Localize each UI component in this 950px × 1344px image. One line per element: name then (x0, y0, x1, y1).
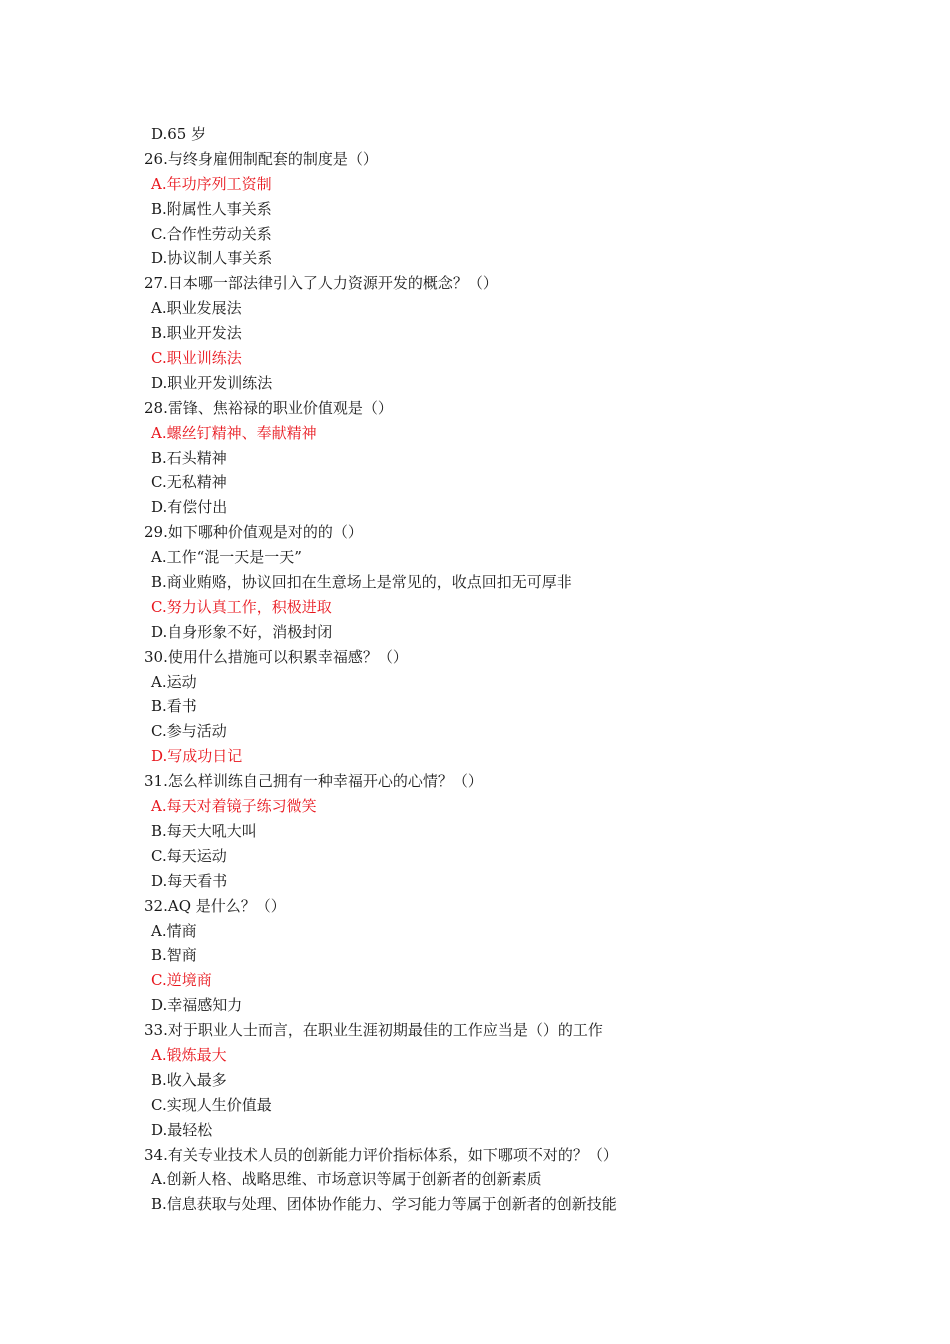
question-stem: 34.有关专业技术人员的创新能力评价指标体系，如下哪项不对的？（） (144, 1145, 618, 1164)
answer-option: D.每天看书 (151, 871, 228, 890)
answer-option: A.运动 (151, 672, 197, 691)
correct-answer-option: C.逆境商 (151, 971, 212, 990)
answer-option: B.每天大吼大叫 (151, 821, 257, 840)
answer-option: B.信息获取与处理、团体协作能力、学习能力等属于创新者的创新技能 (151, 1195, 617, 1214)
question-block (144, 1018, 824, 1142)
question-stem: 28.雷锋、焦裕禄的职业价值观是（） (144, 398, 393, 417)
answer-option: C.无私精神 (151, 473, 227, 492)
answer-option: D.有偿付出 (151, 498, 228, 517)
answer-option: D.幸福感知力 (151, 996, 243, 1015)
question-block (144, 147, 824, 271)
correct-answer-option: C.努力认真工作，积极进取 (151, 597, 332, 616)
answer-option: C.实现人生价值最 (151, 1095, 272, 1114)
answer-option: B.职业开发法 (151, 324, 242, 343)
question-block (144, 520, 824, 644)
answer-option: C.合作性劳动关系 (151, 224, 272, 243)
question-block (144, 645, 824, 769)
correct-answer-option: D.写成功日记 (151, 747, 243, 766)
question-stem: 29.如下哪种价值观是对的的（） (144, 523, 363, 542)
question-block (144, 396, 824, 520)
question-block (144, 894, 824, 1018)
question-stem: 33.对于职业人士而言，在职业生涯初期最佳的工作应当是（）的工作 (144, 1021, 603, 1040)
answer-option: D.协议制人事关系 (151, 249, 273, 268)
correct-answer-option: A.螺丝钉精神、奉献精神 (151, 423, 317, 442)
answer-option: D.职业开发训练法 (151, 373, 273, 392)
question-block (144, 271, 824, 395)
answer-option: A.工作“混一天是一天” (151, 548, 302, 567)
question-stem: 31.怎么样训练自己拥有一种幸福开心的心情？（） (144, 772, 483, 791)
answer-option: D.最轻松 (151, 1120, 213, 1139)
question-stem: 26.与终身雇佣制配套的制度是（） (144, 149, 378, 168)
answer-option: A.创新人格、战略思维、市场意识等属于创新者的创新素质 (151, 1170, 542, 1189)
answer-option: D.自身形象不好，消极封闭 (151, 622, 333, 641)
answer-option: B.商业贿赂，协议回扣在生意场上是常见的，收点回扣无可厚非 (151, 573, 572, 592)
answer-option: A.职业发展法 (151, 299, 242, 318)
answer-option: B.收入最多 (151, 1070, 227, 1089)
document-body (144, 122, 824, 1217)
answer-option: C.每天运动 (151, 846, 227, 865)
answer-option: A.情商 (151, 921, 197, 940)
question-stem: 32.AQ 是什么？（） (144, 896, 286, 915)
answer-option: B.石头精神 (151, 448, 227, 467)
question-block (144, 769, 824, 893)
question-stem: 30.使用什么措施可以积累幸福感？（） (144, 647, 408, 666)
question-block (144, 1143, 824, 1218)
question-list (144, 147, 824, 1217)
question-stem: 27.日本哪一部法律引入了人力资源开发的概念？（） (144, 274, 498, 293)
correct-answer-option: A.锻炼最大 (151, 1045, 227, 1064)
correct-answer-option: A.每天对着镜子练习微笑 (151, 797, 317, 816)
answer-option: B.智商 (151, 946, 197, 965)
answer-option: B.看书 (151, 697, 197, 716)
answer-option: B.附属性人事关系 (151, 199, 272, 218)
correct-answer-option: C.职业训练法 (151, 349, 242, 368)
option-line: D.65 岁 (151, 125, 207, 143)
correct-answer-option: A.年功序列工资制 (151, 174, 272, 193)
answer-option: C.参与活动 (151, 722, 227, 741)
